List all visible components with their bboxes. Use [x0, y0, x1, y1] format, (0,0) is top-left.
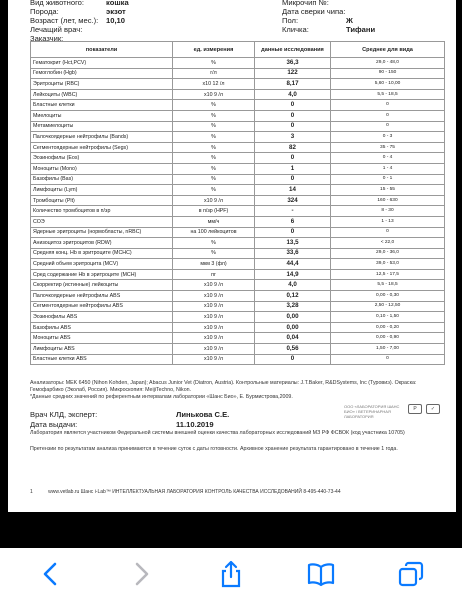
param-name: СОЭ — [31, 216, 173, 227]
param-result: 4,0 — [255, 280, 331, 291]
param-reference: 0 — [331, 227, 445, 238]
header-label: Порода: — [30, 7, 59, 16]
param-name: Моноциты (Mono) — [31, 163, 173, 174]
table-row — [31, 344, 445, 355]
param-name: Сегментоядерные нейтрофилы (Segs) — [31, 142, 173, 153]
fsvok-note: Лаборатория является участником Федеральной системы внешней оценки качества лабораторных исследований МЗ РФ ФСВОК (код участника 10705) — [30, 430, 405, 436]
table-row — [31, 259, 445, 270]
header-field-breed — [30, 7, 126, 16]
page-number: 1 — [30, 489, 33, 495]
back-button[interactable] — [31, 554, 71, 594]
certification-badges — [408, 404, 440, 414]
param-reference: 0,00 - 0,20 — [331, 322, 445, 333]
table-row — [31, 280, 445, 291]
header-label: Микрочип №: — [282, 0, 329, 7]
col-header-result: данные исследования — [255, 42, 331, 58]
table-row — [31, 110, 445, 121]
forward-icon — [127, 560, 155, 588]
lab-stamp: ООО «ЛАБОРАТОРИЯ ШАНС БИО» / ВЕТЕРИНАРНАЯ ЛАБОРАТОРИЯ — [344, 404, 400, 419]
param-reference: 160 - 630 — [331, 195, 445, 206]
table-row — [31, 333, 445, 344]
param-name: Ядерные эритроциты (нормобласты, nRBC) — [31, 227, 173, 238]
param-name: Миелоциты — [31, 110, 173, 121]
param-reference: 0,10 - 1,50 — [331, 312, 445, 323]
forward-button[interactable] — [121, 554, 161, 594]
col-header-reference: Среднее для вида — [331, 42, 445, 58]
param-reference: 29,0 - 36,0 — [331, 248, 445, 259]
table-row — [31, 100, 445, 111]
param-name: Бластные клетки — [31, 100, 173, 111]
param-reference: 0 - 1 — [331, 174, 445, 185]
param-result: 13,5 — [255, 238, 331, 249]
param-reference: 8 - 30 — [331, 206, 445, 217]
param-result: 0 — [255, 227, 331, 238]
bookmarks-icon — [307, 560, 335, 588]
param-reference: 1 - 13 — [331, 216, 445, 227]
share-icon — [217, 560, 245, 588]
param-result: 0,56 — [255, 344, 331, 355]
param-reference: 12,5 - 17,5 — [331, 269, 445, 280]
param-reference: 0,00 - 0,90 — [331, 333, 445, 344]
param-result: 0 — [255, 354, 331, 365]
param-reference: 1 - 4 — [331, 163, 445, 174]
param-unit: x10 9 /л — [173, 344, 255, 355]
tabs-button[interactable] — [391, 554, 431, 594]
param-unit: % — [173, 163, 255, 174]
param-name: Скорректир (истинные) лейкоциты — [31, 280, 173, 291]
param-unit: % — [173, 58, 255, 69]
table-row — [31, 89, 445, 100]
param-unit: % — [173, 238, 255, 249]
param-result: 14,9 — [255, 269, 331, 280]
param-unit: x10 9 /л — [173, 89, 255, 100]
param-unit: x10 9 /л — [173, 301, 255, 312]
param-name: Тромбоциты (Plt) — [31, 195, 173, 206]
param-result: 33,6 — [255, 248, 331, 259]
header-value: экзот — [106, 7, 126, 16]
bookmarks-button[interactable] — [301, 554, 341, 594]
quality-badge: ✓ — [426, 404, 440, 414]
param-result: 8,17 — [255, 79, 331, 90]
param-reference: 0 - 4 — [331, 153, 445, 164]
param-reference: 35 - 75 — [331, 142, 445, 153]
param-unit: x10 9 /л — [173, 333, 255, 344]
param-result: 0 — [255, 153, 331, 164]
param-name: Эозинофилы ABS — [31, 312, 173, 323]
param-reference: < 22,0 — [331, 238, 445, 249]
table-row — [31, 238, 445, 249]
param-name: Бластные клетки ABS — [31, 354, 173, 365]
doctor-label: Врач КЛД, эксперт: — [30, 410, 98, 419]
table-row — [31, 132, 445, 143]
param-name: Средняя конц. Hb в эритроците (MCHC) — [31, 248, 173, 259]
param-reference: 15 - 55 — [331, 185, 445, 196]
param-name: Лейкоциты (WBC) — [31, 89, 173, 100]
table-row — [31, 322, 445, 333]
table-row — [31, 185, 445, 196]
table-row — [31, 354, 445, 365]
param-name: Лимфоциты ABS — [31, 344, 173, 355]
header-field-doctor — [30, 25, 82, 34]
param-reference: 0 — [331, 354, 445, 365]
analyzers-note: Анализаторы: MEK 6450 (Nihon Kohden, Japan); Abacus Junior Vet (Diatron, Austria). Контрольные материалы: J.T.Baker, R&DSystems, Inc (Туровиэ). Окраска: Гемофарбико (Эколаб, Россия). Микроскопия: MeijiTechno, Nikon. — [30, 380, 417, 393]
param-unit: x10 9 /л — [173, 322, 255, 333]
table-row — [31, 301, 445, 312]
param-reference: 29,0 - 48,0 — [331, 58, 445, 69]
param-name: Базофилы (Bas) — [31, 174, 173, 185]
param-reference: 0 - 3 — [331, 132, 445, 143]
share-button[interactable] — [211, 554, 251, 594]
param-reference: 5,5 - 18,5 — [331, 280, 445, 291]
page-footer — [30, 489, 446, 496]
col-header-unit: ед. измерения — [173, 42, 255, 58]
param-unit: % — [173, 142, 255, 153]
param-result: 82 — [255, 142, 331, 153]
param-result: 122 — [255, 68, 331, 79]
header-value: Тифани — [346, 25, 376, 34]
header-field-chip — [282, 0, 329, 7]
param-unit: пг — [173, 269, 255, 280]
param-name: Сред содержание Hb в эритроците (MCH) — [31, 269, 173, 280]
header-value: кошка — [106, 0, 129, 7]
header-label: Кличка: — [282, 25, 309, 34]
table-row — [31, 142, 445, 153]
param-result: 44,4 — [255, 259, 331, 270]
table-row — [31, 227, 445, 238]
param-name: Базофилы ABS — [31, 322, 173, 333]
table-row — [31, 206, 445, 217]
param-result: 0 — [255, 121, 331, 132]
header-label: Пол: — [282, 16, 299, 25]
param-result: 4,0 — [255, 89, 331, 100]
param-unit: x10 9 /л — [173, 291, 255, 302]
param-name: Сегментоядерные нейтрофилы ABS — [31, 301, 173, 312]
param-result: 36,3 — [255, 58, 331, 69]
table-row — [31, 121, 445, 132]
header-field-species — [30, 0, 129, 7]
table-body — [31, 58, 445, 365]
param-result: 0,12 — [255, 291, 331, 302]
document-page — [8, 0, 456, 512]
param-unit: в п/зр (HPF) — [173, 206, 255, 217]
param-name: Средний объем эритроцита (MCV) — [31, 259, 173, 270]
col-header-parameter: показатели — [31, 42, 173, 58]
param-name: Эритроциты (RBC) — [31, 79, 173, 90]
param-reference: 0,00 - 0,30 — [331, 291, 445, 302]
table-row — [31, 195, 445, 206]
table-row — [31, 312, 445, 323]
header-label: Дата сверки чипа: — [282, 7, 346, 16]
header-value: Ж — [346, 16, 353, 25]
param-unit: мм/ч — [173, 216, 255, 227]
param-reference: 0 — [331, 110, 445, 121]
header-label: Заказчик: — [30, 34, 64, 43]
param-reference: 90 - 150 — [331, 68, 445, 79]
param-name: Эозинофилы (Eos) — [31, 153, 173, 164]
header-label: Вид животного: — [30, 0, 85, 7]
header-label: Возраст (лет, мес.): — [30, 16, 99, 25]
param-unit: % — [173, 153, 255, 164]
header-value: 10,10 — [106, 16, 126, 25]
table-row — [31, 174, 445, 185]
site-line: www.vetlab.ru Шанс i-Lab™ ИНТЕЛЛЕКТУАЛЬНАЯ ЛАБОРАТОРИЯ КОНТРОЛЬ КАЧЕСТВА ИССЛЕДОВАНИЙ 8-495-440-73-44 — [48, 489, 341, 495]
table-row — [31, 269, 445, 280]
param-name: Палочкоядерные нейтрофилы (Bands) — [31, 132, 173, 143]
param-unit: x10 9 /л — [173, 312, 255, 323]
table-row — [31, 291, 445, 302]
param-unit: % — [173, 185, 255, 196]
header-field-age — [30, 16, 126, 25]
param-unit: г/л — [173, 68, 255, 79]
doctor-value: Линькова С.Е. — [176, 410, 230, 419]
param-unit: % — [173, 100, 255, 111]
table-row — [31, 79, 445, 90]
param-result: 0 — [255, 174, 331, 185]
header-field-sex — [282, 16, 353, 25]
param-reference: 0 — [331, 100, 445, 111]
param-unit: мкм 3 (фл) — [173, 259, 255, 270]
header-field-chip-date — [282, 7, 345, 16]
param-unit: % — [173, 132, 255, 143]
param-result: 0,04 — [255, 333, 331, 344]
param-unit: % — [173, 174, 255, 185]
param-reference: 0 — [331, 121, 445, 132]
param-unit: x10 9 /л — [173, 280, 255, 291]
param-reference: 5,60 - 10,00 — [331, 79, 445, 90]
param-reference: 39,0 - 53,0 — [331, 259, 445, 270]
param-unit: на 100 лейкоцитов — [173, 227, 255, 238]
issue-date-label: Дата выдачи: — [30, 420, 78, 429]
param-unit: % — [173, 121, 255, 132]
param-unit: x10 9 /л — [173, 195, 255, 206]
issue-date-value: 11.10.2019 — [176, 420, 214, 429]
claims-note: Претензии по результатам анализа принимаются в течение суток с даты готовности. Архивное хранение результата гарантировано в течение 1 года. — [30, 446, 398, 452]
param-result: 3 — [255, 132, 331, 143]
param-result: 6 — [255, 216, 331, 227]
table-row — [31, 248, 445, 259]
param-reference: 2,50 - 12,50 — [331, 301, 445, 312]
table-row — [31, 153, 445, 164]
header-field-pet-name — [282, 25, 376, 34]
param-name: Палочкоядерные нейтрофилы ABS — [31, 291, 173, 302]
table-row — [31, 163, 445, 174]
param-reference: 1,50 - 7,00 — [331, 344, 445, 355]
param-name: Лимфоциты (Lym) — [31, 185, 173, 196]
param-name: Моноциты ABS — [31, 333, 173, 344]
table-header-row — [31, 42, 445, 58]
param-reference: 5,5 - 18,5 — [331, 89, 445, 100]
param-result: 0 — [255, 100, 331, 111]
param-name: Анизоцитоз эритроцитов (RDW) — [31, 238, 173, 249]
param-unit: x10 9 /л — [173, 354, 255, 365]
rostest-badge: P — [408, 404, 422, 414]
results-table — [30, 41, 445, 365]
table-row — [31, 68, 445, 79]
param-result: 14 — [255, 185, 331, 196]
param-name: Метамиелоциты — [31, 121, 173, 132]
param-result: 0,00 — [255, 322, 331, 333]
param-result: 0 — [255, 110, 331, 121]
param-name: Гематокрит (Hct,PCV) — [31, 58, 173, 69]
param-result: 3,28 — [255, 301, 331, 312]
param-unit: % — [173, 248, 255, 259]
param-name: Количество тромбоцитов в п/зр — [31, 206, 173, 217]
param-result: 0,00 — [255, 312, 331, 323]
param-result: 1 — [255, 163, 331, 174]
back-icon — [37, 560, 65, 588]
table-row — [31, 216, 445, 227]
header-label: Лечащий врач: — [30, 25, 83, 34]
param-unit: % — [173, 110, 255, 121]
param-name: Гемоглобин (Hgb) — [31, 68, 173, 79]
param-result: - — [255, 206, 331, 217]
reference-note: *Данные средних значений по референтным интервалам лаборатории «Шанс Био», Е. Бурмистрова,2009. — [30, 394, 293, 400]
tabs-icon — [397, 560, 425, 588]
browser-toolbar — [0, 548, 462, 600]
param-result: 324 — [255, 195, 331, 206]
param-unit: x10 12 /л — [173, 79, 255, 90]
table-row — [31, 58, 445, 69]
